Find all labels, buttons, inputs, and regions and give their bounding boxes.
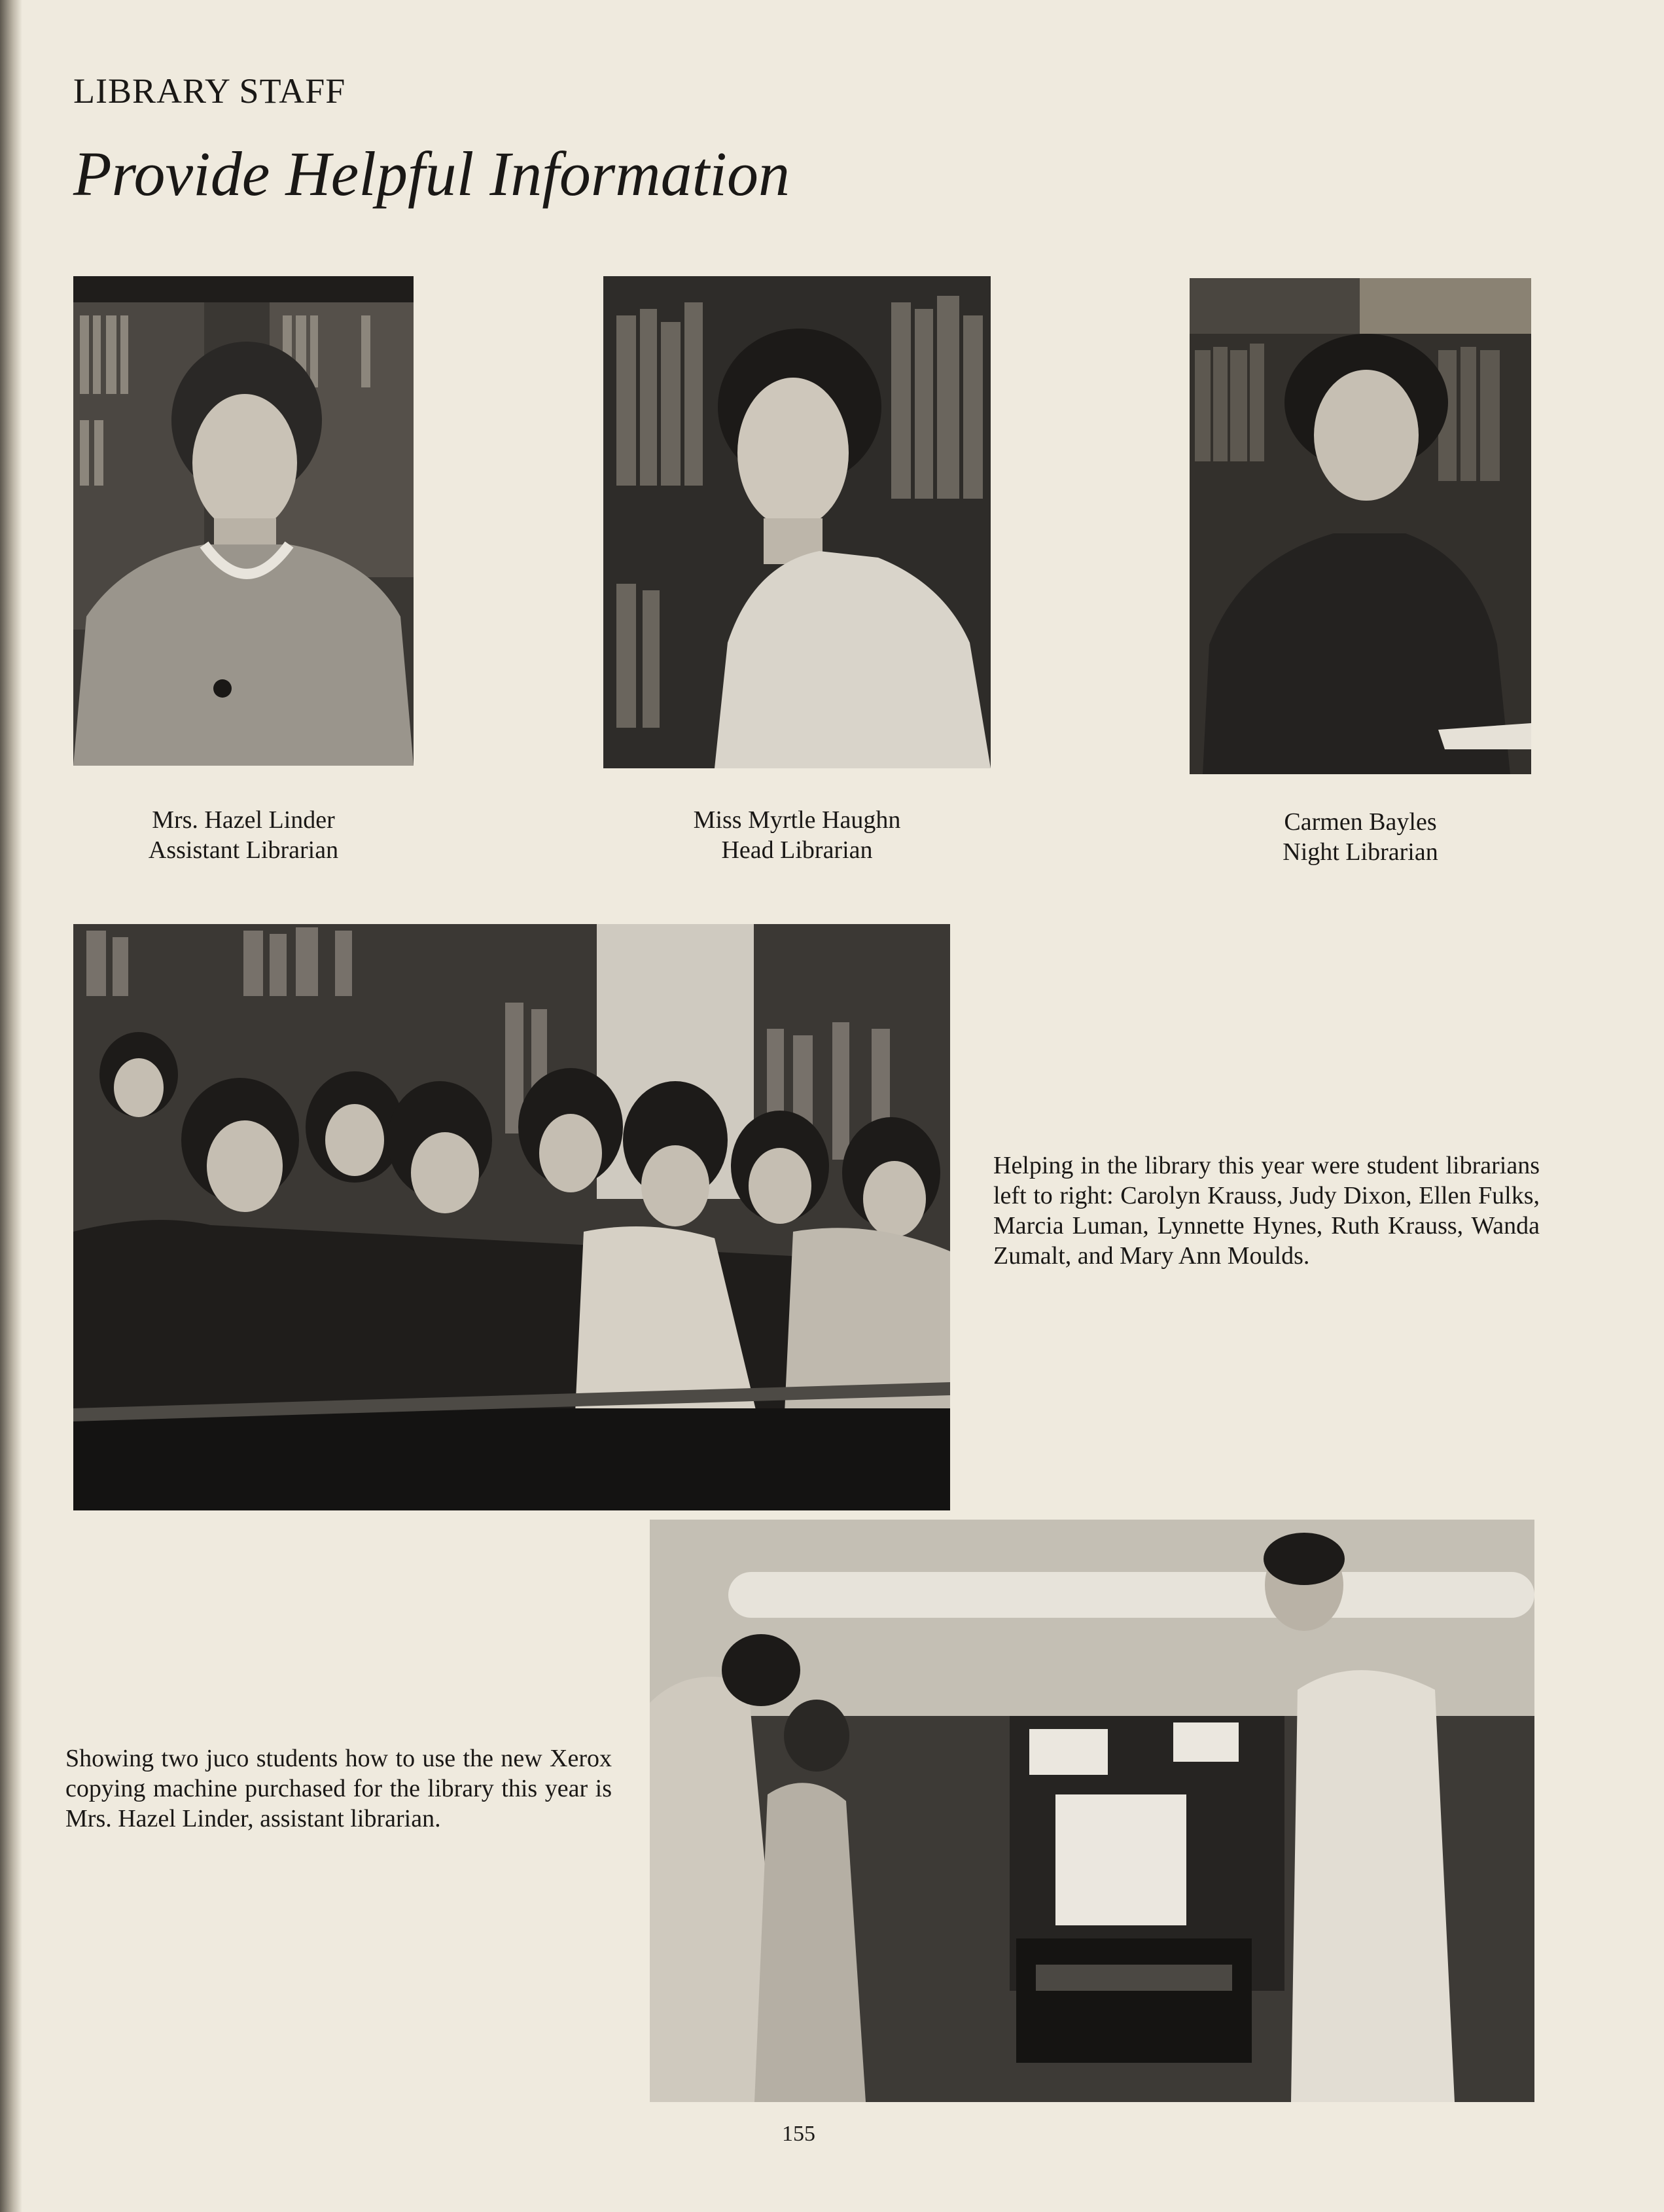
staff-role: Assistant Librarian [148,836,339,864]
staff-name: Mrs. Hazel Linder [152,806,335,834]
xerox-caption: Showing two juco students how to use the new Xerox copying machine purchased for the library this year is Mrs. Hazel Linder, assistant librarian. [65,1745,612,1832]
caption-hazel-linder [73,805,414,865]
staff-role: Head Librarian [721,836,873,864]
page-title: Provide Helpful Information [73,139,790,209]
photo-hazel-linder [73,276,414,766]
photo-carmen-bayles [1190,278,1531,774]
caption-myrtle-haughn [603,805,991,865]
student-librarians-caption: Helping in the library this year were student librarians left to right: Carolyn Krauss, Judy Dixon, Ellen Fulks, Marcia Luman, Lynnette Hynes, Ruth Krauss, Wanda Zumalt, and Mary Ann Moulds. [993,1152,1540,1270]
staff-name: Miss Myrtle Haughn [693,806,901,834]
caption-carmen-bayles [1190,807,1531,867]
staff-name: Carmen Bayles [1284,808,1437,836]
section-label: LIBRARY STAFF [73,71,346,111]
photo-student-librarians [73,924,950,1510]
staff-role: Night Librarian [1283,838,1438,866]
photo-myrtle-haughn [603,276,991,768]
binding-shadow [0,0,22,2212]
photo-xerox-demonstration [650,1520,1534,2102]
page-number: 155 [782,2122,815,2146]
